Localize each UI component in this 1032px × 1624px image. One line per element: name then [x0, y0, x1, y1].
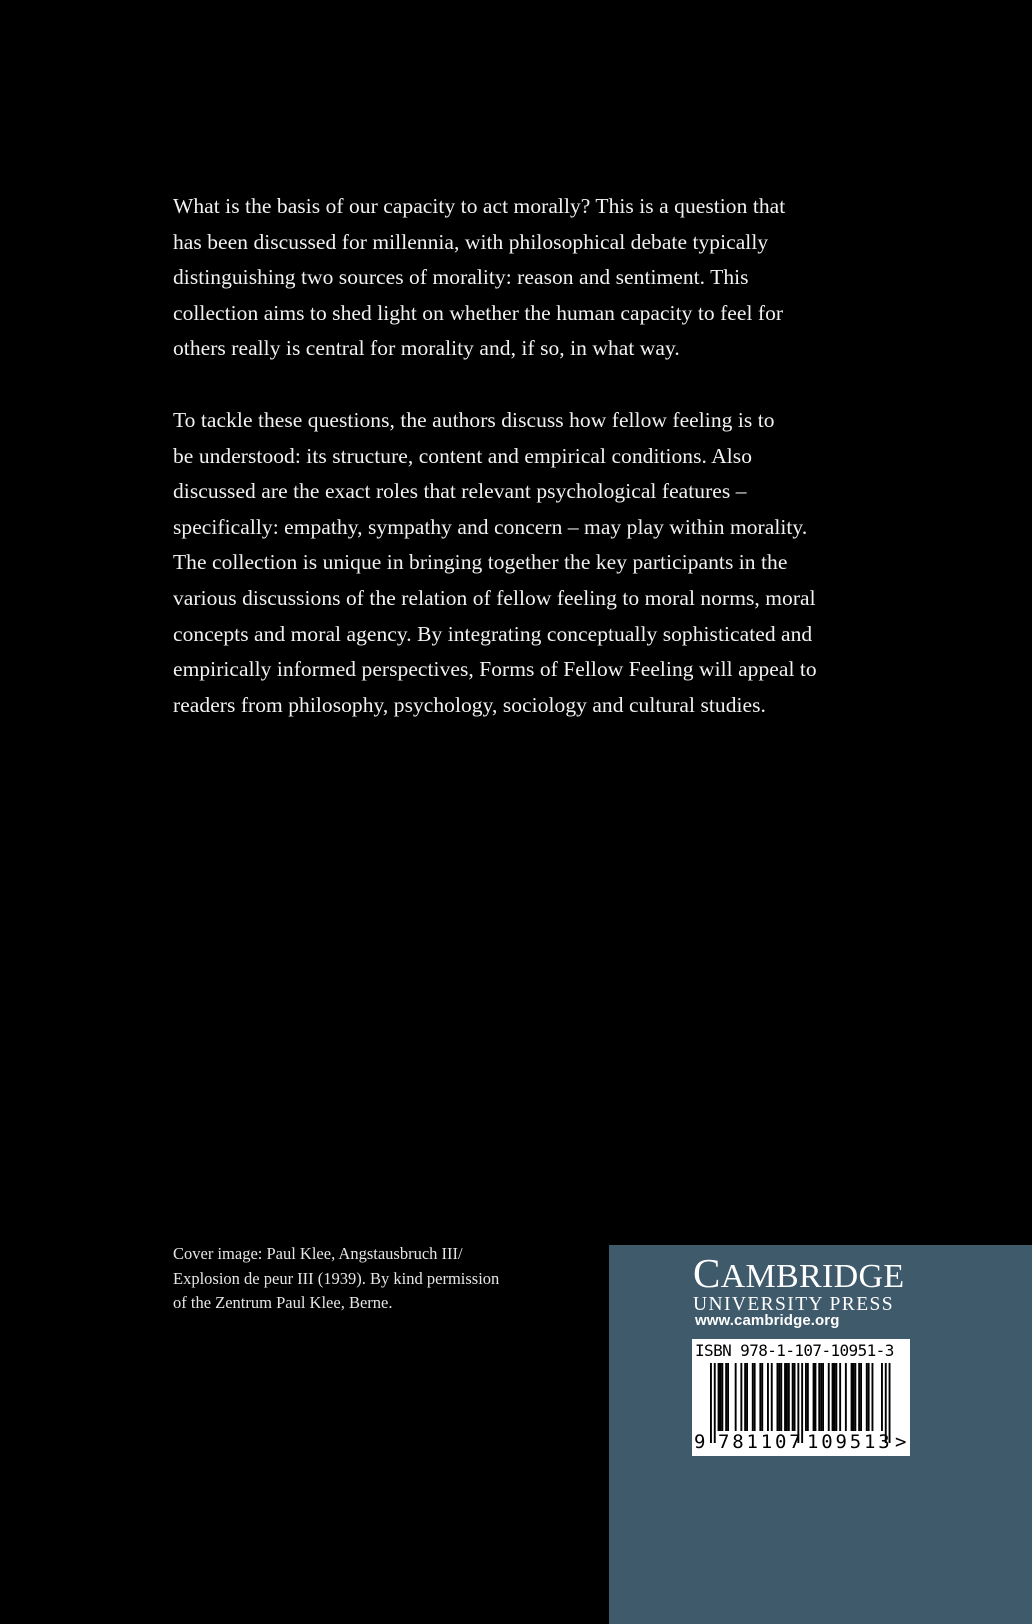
barcode-bar [754, 1363, 756, 1431]
publisher-url: www.cambridge.org [695, 1312, 840, 1329]
barcode-bar [839, 1363, 841, 1431]
barcode-lead-digit: 9 [694, 1431, 706, 1453]
barcode-bar [805, 1363, 807, 1431]
barcode-bar [881, 1363, 883, 1431]
blurb-line: specifically: empathy, sympathy and concern – may play within morality. [173, 514, 808, 539]
publisher-subtitle: UNIVERSITY PRESS [693, 1294, 894, 1315]
barcode-bar [788, 1363, 790, 1431]
blurb-paragraph-1 [173, 189, 863, 367]
barcode-bar [794, 1363, 796, 1431]
blurb-line: concepts and moral agency. By integrating conceptually sophisticated and [173, 621, 813, 646]
blurb-line: empirically informed perspectives, Forms of Fellow Feeling will appeal to [173, 657, 817, 682]
barcode-bar [792, 1363, 794, 1431]
barcode-bar [815, 1363, 817, 1431]
barcode-bar [868, 1363, 870, 1431]
barcode-bar [761, 1363, 763, 1431]
barcode-bar [725, 1363, 727, 1431]
barcode-bar [718, 1363, 720, 1431]
barcode-bar [858, 1363, 860, 1431]
barcode-bar [845, 1363, 847, 1431]
barcode-bar [759, 1363, 761, 1431]
barcode-bar [866, 1363, 868, 1431]
blurb-line: others really is central for morality and, if so, in what way. [173, 336, 680, 361]
barcode-bar [807, 1363, 809, 1431]
barcode-bar [744, 1363, 746, 1431]
barcode-group-1: 781107 [718, 1431, 804, 1453]
cover-image-credit [173, 1242, 593, 1316]
isbn-barcode [692, 1339, 910, 1456]
credit-line: of the Zentrum Paul Klee, Berne. [173, 1293, 393, 1312]
barcode-bar [746, 1363, 748, 1431]
publisher-panel [609, 1245, 1032, 1624]
blurb-line: To tackle these questions, the authors discuss how fellow feeling is to [173, 407, 775, 432]
barcode-bar [771, 1363, 773, 1431]
barcode-bar [854, 1363, 856, 1431]
barcode-bar [786, 1363, 788, 1431]
isbn-label: ISBN 978-1-107-10951-3 [695, 1341, 894, 1360]
barcode-group-2: 109513 [807, 1431, 893, 1453]
barcode-bar [853, 1363, 855, 1431]
barcode-bar [832, 1363, 834, 1431]
blurb-line: discussed are the exact roles that relevant psychological features – [173, 479, 747, 504]
blurb-line: The collection is unique in bringing together the key participants in the [173, 550, 788, 575]
barcode-bar [813, 1363, 815, 1431]
blurb-line: distinguishing two sources of morality: reason and sentiment. This [173, 265, 749, 290]
barcode-bar [777, 1363, 779, 1431]
barcode-bar [828, 1363, 830, 1431]
credit-line: Explosion de peur III (1939). By kind permission [173, 1268, 500, 1288]
barcode-bar [721, 1363, 723, 1431]
barcode-bar [727, 1363, 729, 1431]
blurb-line: be understood: its structure, content and empirical conditions. Also [173, 443, 753, 468]
barcode-bar [720, 1363, 722, 1431]
barcode-bar [822, 1363, 824, 1431]
blurb-line: What is the basis of our capacity to act morally? This is a question that [173, 194, 786, 218]
blurb-paragraph-2 [173, 403, 863, 723]
blurb-line: readers from philosophy, psychology, sociology and cultural studies. [173, 692, 766, 717]
publisher-logo [693, 1250, 905, 1315]
barcode-bar [752, 1363, 754, 1431]
barcode-end-mark: > [895, 1431, 907, 1453]
blurb-line: various discussions of the relation of fellow feeling to moral norms, moral [173, 585, 816, 610]
barcode-digits [694, 1431, 908, 1453]
barcode-bar [872, 1363, 874, 1431]
barcode-bar [835, 1363, 837, 1431]
barcode-bar [735, 1363, 737, 1431]
barcode-bar [740, 1363, 742, 1431]
barcode-bar [767, 1363, 769, 1431]
barcode-bar [820, 1363, 822, 1431]
barcode-bar [818, 1363, 820, 1431]
publisher-name: CAMBRIDGE [693, 1250, 905, 1296]
barcode-bar [860, 1363, 862, 1431]
blurb-line: has been discussed for millennia, with philosophical debate typically [173, 229, 769, 254]
back-cover-blurb [173, 189, 863, 723]
barcode-bar [784, 1363, 786, 1431]
credit-line: Cover image: Paul Klee, Angstausbruch III/ [173, 1244, 463, 1263]
barcode-bar [778, 1363, 780, 1431]
barcode-bar [780, 1363, 782, 1431]
blurb-line: collection aims to shed light on whether the human capacity to feel for [173, 300, 784, 325]
barcode-bar [834, 1363, 836, 1431]
barcode-bar [851, 1363, 853, 1431]
